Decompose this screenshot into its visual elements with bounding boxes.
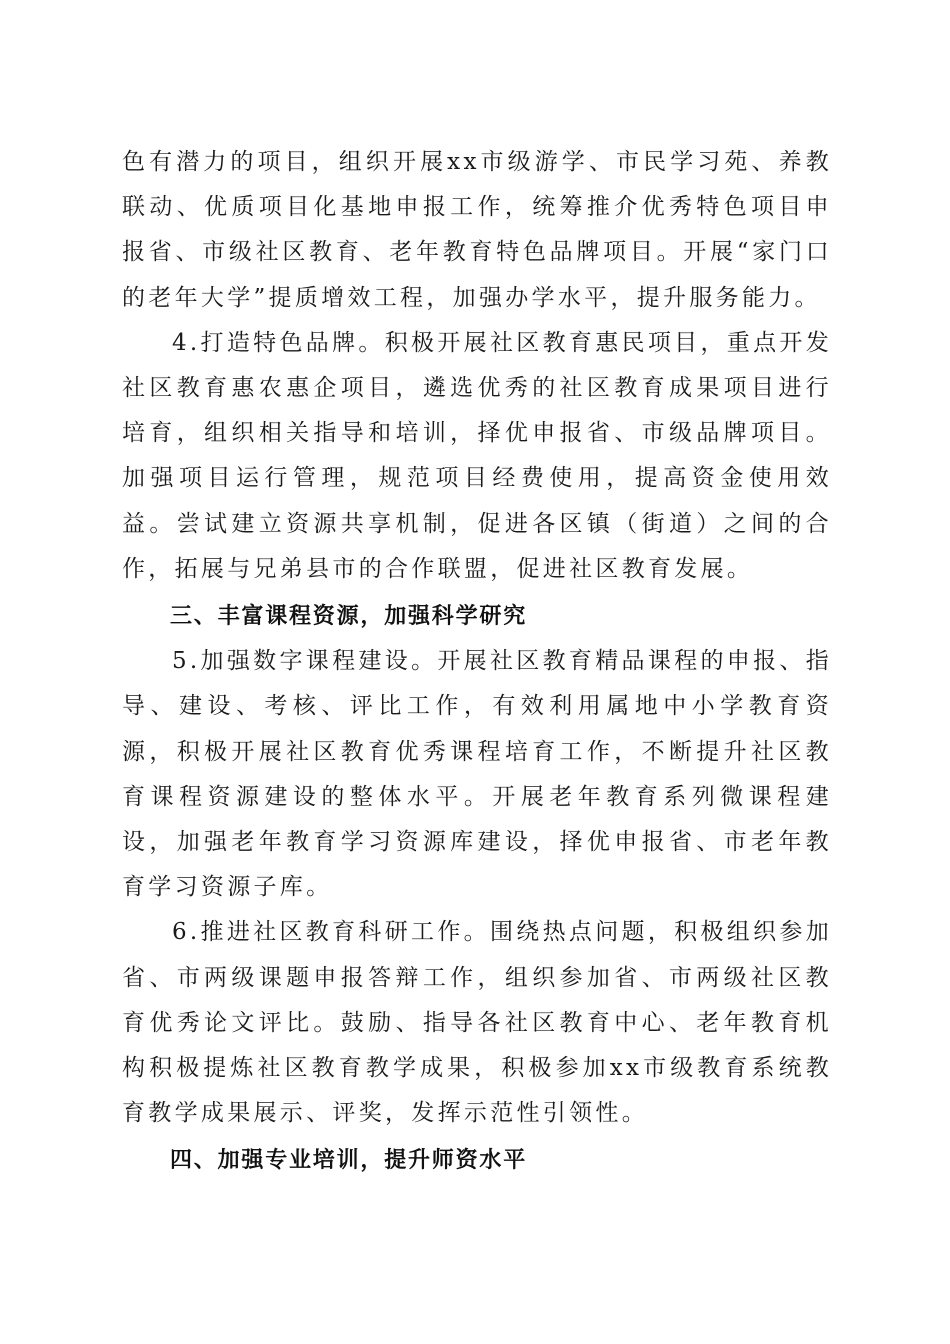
document-body	[122, 140, 832, 1184]
section-heading-3: 三、丰富课程资源，加强科学研究	[170, 604, 528, 630]
paragraph-item-5: 5.加强数字课程建设。开展社区教育精品课程的申报、指导、建设、考核、评比工作，有效利用属地中小学教育资源，积极开展社区教育优秀课程培育工作，不断提升社区教育课程资源建设的整体水平。开展老年教育系列微课程建设，加强老年教育学习资源库建设，择优申报省、市老年教育学习资源子库。	[122, 648, 832, 901]
paragraph-continued: 色有潜力的项目，组织开展xx市级游学、市民学习苑、养教联动、优质项目化基地申报工作，统筹推介优秀特色项目申报省、市级社区教育、老年教育特色品牌项目。开展“家门口的老年大学”提质增效工程，加强办学水平，提升服务能力。	[122, 149, 832, 311]
section-heading-4: 四、加强专业培训，提升师资水平	[170, 1148, 528, 1174]
paragraph-item-4: 4.打造特色品牌。积极开展社区教育惠民项目，重点开发社区教育惠农惠企项目，遴选优秀的社区教育成果项目进行培育，组织相关指导和培训，择优申报省、市级品牌项目。加强项目运行管理，规范项目经费使用，提高资金使用效益。尝试建立资源共享机制，促进各区镇（街道）之间的合作，拓展与兄弟县市的合作联盟，促进社区教育发展。	[122, 329, 832, 582]
paragraph-item-6: 6.推进社区教育科研工作。围绕热点问题，积极组织参加省、市两级课题申报答辩工作，组织参加省、市两级社区教育优秀论文评比。鼓励、指导各社区教育中心、老年教育机构积极提炼社区教育教学成果，积极参加xx市级教育系统教育教学成果展示、评奖，发挥示范性引领性。	[122, 919, 832, 1127]
